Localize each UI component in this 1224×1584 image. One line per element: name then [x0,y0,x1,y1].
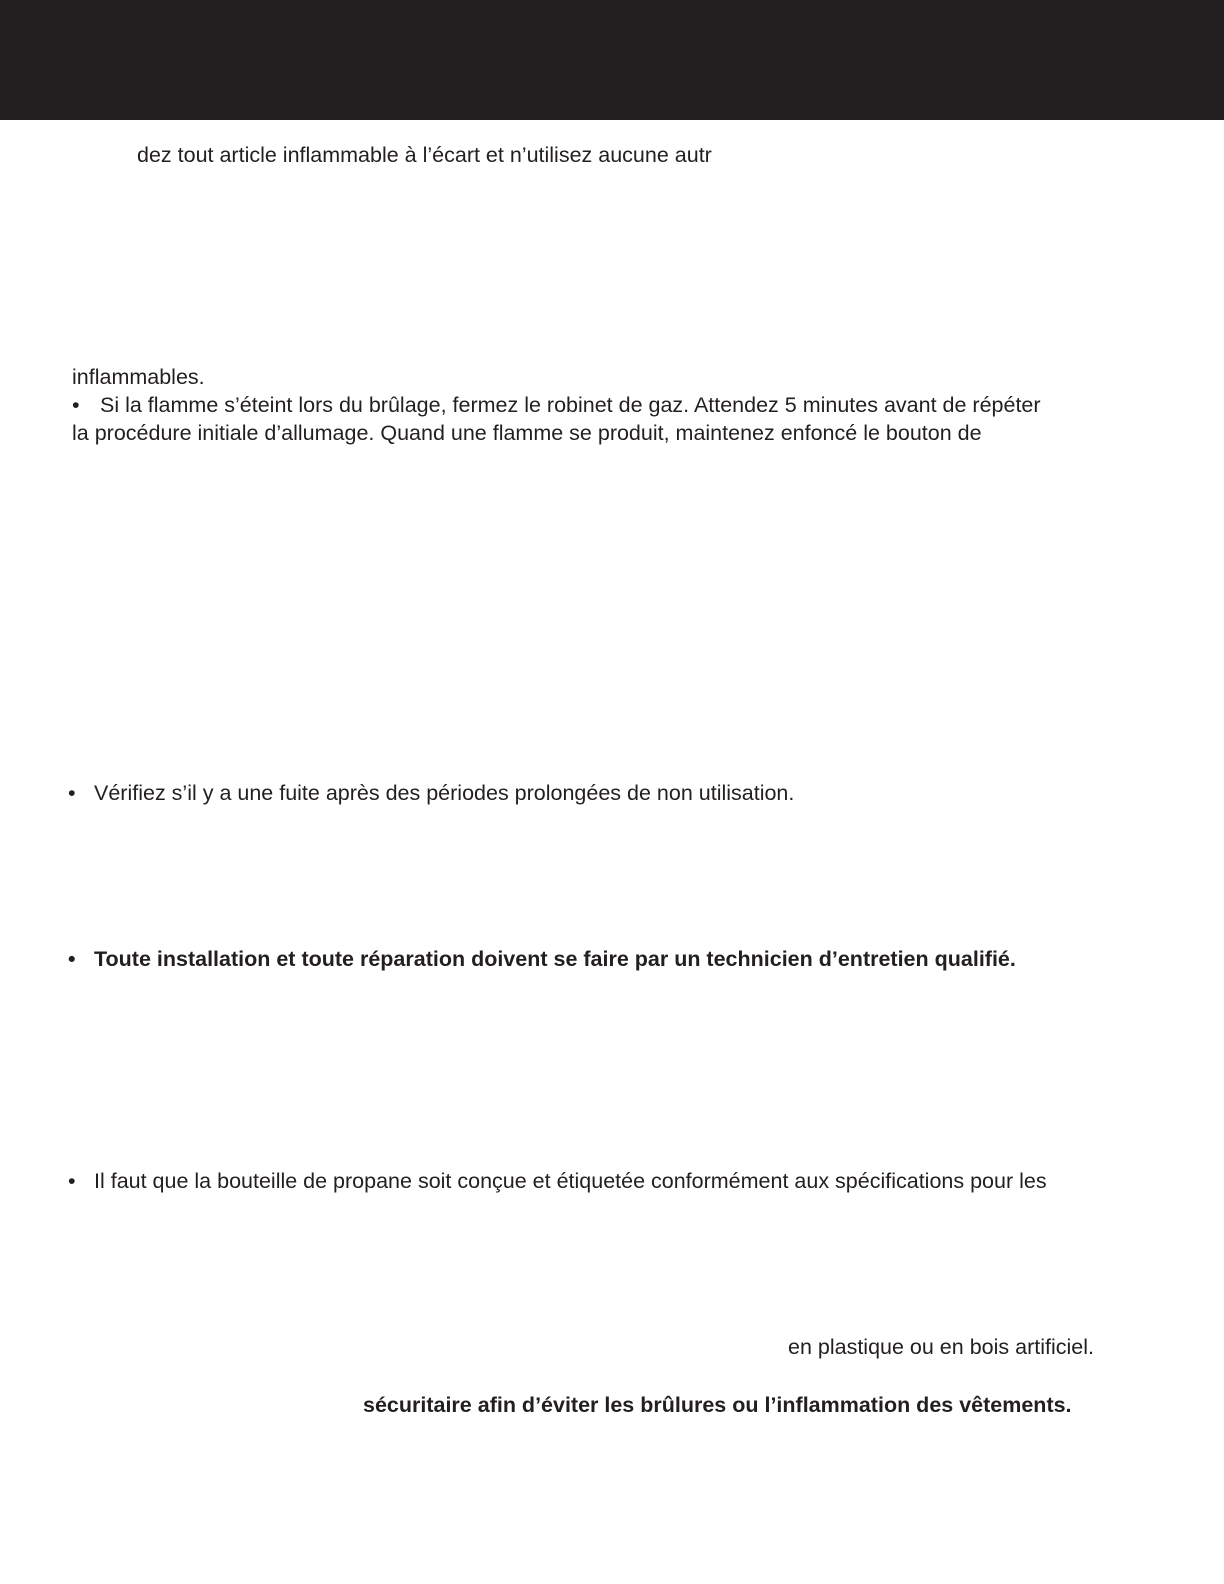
bullet-text: Il faut que la bouteille de propane soit conçue et étiquetée conformément aux spécifications pour les [94,1169,1047,1193]
text-line-flammable-items: dez tout article inflammable à l’écart et n’utilisez aucune autr [137,143,712,167]
text-line-ignition-procedure: la procédure initiale d’allumage. Quand une flamme se produit, maintenez enfoncé le bouton de [72,421,982,445]
bullet-text: Vérifiez s’il y a une fuite après des périodes prolongées de non utilisation. [94,781,795,805]
text-line-inflammables: inflammables. [72,365,205,389]
text-line-flame-out [72,391,1041,419]
bullet-marker: • [68,947,76,971]
bullet-marker: • [68,781,76,805]
bullet-text: Toute installation et toute réparation doivent se faire par un technicien d’entretien qualifié. [94,947,1016,971]
text-line-plastic-wood: en plastique ou en bois artificiel. [788,1335,1094,1359]
bullet-marker: • [72,393,80,417]
header-bar [0,0,1224,120]
flame-out-text: Si la flamme s’éteint lors du brûlage, fermez le robinet de gaz. Attendez 5 minutes avant de répéter [100,393,1041,417]
bullet-marker: • [68,1169,76,1193]
text-line-safety-clothing: sécuritaire afin d’éviter les brûlures ou l’inflammation des vêtements. [363,1393,1072,1417]
